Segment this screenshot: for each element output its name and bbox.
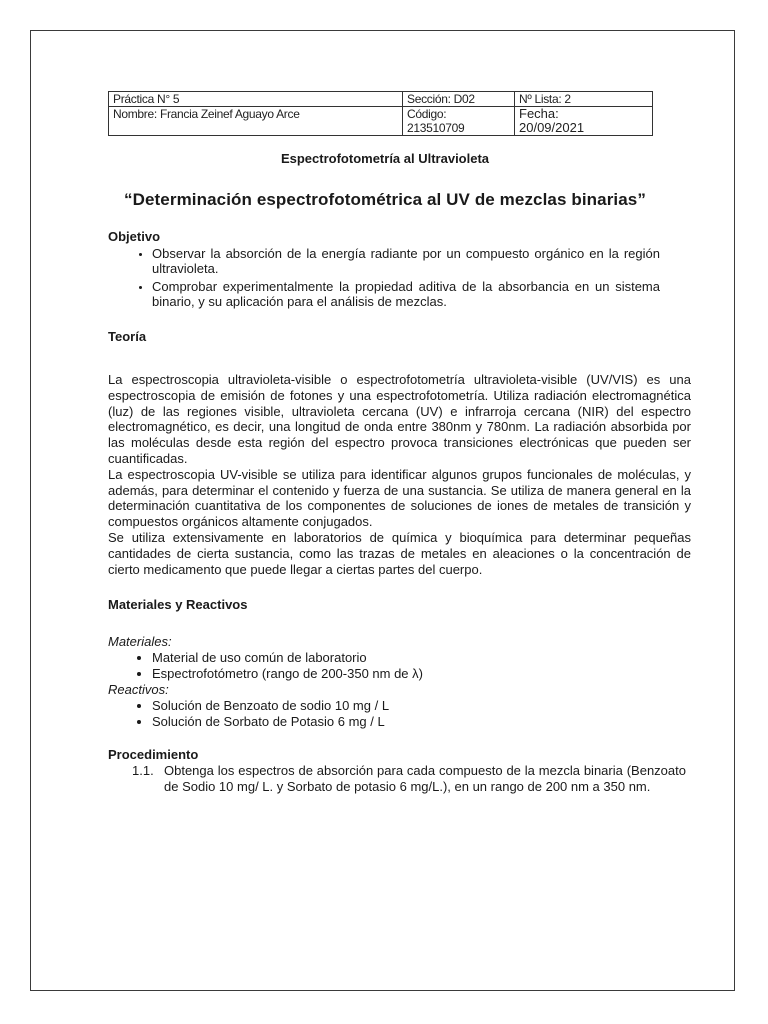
reactivos-list (108, 698, 691, 730)
seccion-cell: Sección: D02 (403, 92, 515, 107)
codigo-value: 213510709 (407, 121, 465, 135)
teoria-heading: Teoría (108, 329, 147, 344)
practica-cell: Práctica N° 5 (109, 92, 403, 107)
page-content (108, 91, 691, 794)
materiales-item: • Material de uso común de laboratorio (152, 650, 691, 666)
objetivo-list (108, 246, 691, 309)
objetivo-section (108, 229, 691, 309)
materiales-label: Materiales: (108, 634, 172, 650)
objetivo-item: • Comprobar experimentalmente la propiedad aditiva de la absorbancia en un sistema binario, y su aplicación para el análisis de mezclas. (152, 279, 660, 309)
procedimiento-section (108, 747, 691, 794)
header-table (108, 91, 653, 136)
teoria-section (108, 329, 691, 577)
fecha-value: 20/09/2021 (519, 120, 585, 135)
materiales-heading: Materiales y Reactivos (108, 597, 248, 613)
teoria-paragraph: Se utiliza extensivamente en laboratorios de química y bioquímica para determinar pequeñas cantidades de cierta sustancia, como las trazas de metales en aleaciones o la concentración de cierto medicamento que puede llegar a ciertas partes del cuerpo. (108, 529, 691, 577)
teoria-paragraph: La espectroscopia ultravioleta-visible o espectrofotometría ultravioleta-visible (UV/VIS) es una espectroscopia de emisión de fotones y una espectrofotometría. Utiliza radiación electromagnética (luz) de las regiones visible, ultravioleta cercana (UV) e infrarroja cercana (NIR) del espectro electromagnético, es decir, una longitud de onda entre 380nm y 780nm. La radiación absorbida por las moléculas desde esta región del espectro provoca transiciones electrónicas que pueden ser cuantificadas. (108, 372, 691, 466)
procedimiento-list (108, 763, 691, 794)
reactivos-item: • Solución de Sorbato de Potasio 6 mg / L (152, 714, 691, 730)
step-text: Obtenga los espectros de absorción para cada compuesto de la mezcla binaria (Benzoato de Sodio 10 mg/ L. y Sorbato de potasio 6 mg/L.), en un rango de 200 nm a 350 nm. (164, 763, 686, 794)
header-row-1 (109, 92, 653, 107)
reactivos-label: Reactivos: (108, 682, 169, 698)
step-number: 1.1. (132, 763, 154, 779)
materiales-list (108, 650, 691, 682)
fecha-label: Fecha: (519, 106, 559, 121)
document-subtitle: Espectrofotometría al Ultravioleta (280, 151, 490, 166)
codigo-label: Código: (407, 107, 447, 121)
teoria-paragraph: La espectroscopia UV-visible se utiliza para identificar algunos grupos funcionales de moléculas, y además, para determinar el contenido y fuerza de una sustancia. Se utiliza de manera general en la determinación cuantitativa de los componentes de soluciones de iones de metales de transición y compuestos orgánicos altamente conjugados. (108, 466, 691, 530)
lista-cell: Nº Lista: 2 (515, 92, 653, 107)
teoria-body (108, 372, 691, 577)
objetivo-item: • Observar la absorción de la energía radiante por un compuesto orgánico en la región ultravioleta. (152, 246, 660, 276)
materiales-section (108, 597, 691, 730)
nombre-cell: Nombre: Francia Zeinef Aguayo Arce (109, 107, 403, 136)
materiales-item: • Espectrofotómetro (rango de 200-350 nm de λ) (152, 666, 691, 682)
header-row-2 (109, 107, 653, 136)
codigo-cell (403, 107, 515, 136)
fecha-cell (515, 107, 653, 136)
document-title: “Determinación espectrofotométrica al UV de mezclas binarias” (124, 190, 646, 209)
materiales-block (108, 634, 691, 730)
reactivos-item: • Solución de Benzoato de sodio 10 mg / L (152, 698, 691, 714)
objetivo-heading: Objetivo (108, 229, 161, 244)
procedimiento-heading: Procedimiento (108, 747, 199, 763)
document-page (30, 30, 735, 991)
procedimiento-step (133, 763, 686, 794)
